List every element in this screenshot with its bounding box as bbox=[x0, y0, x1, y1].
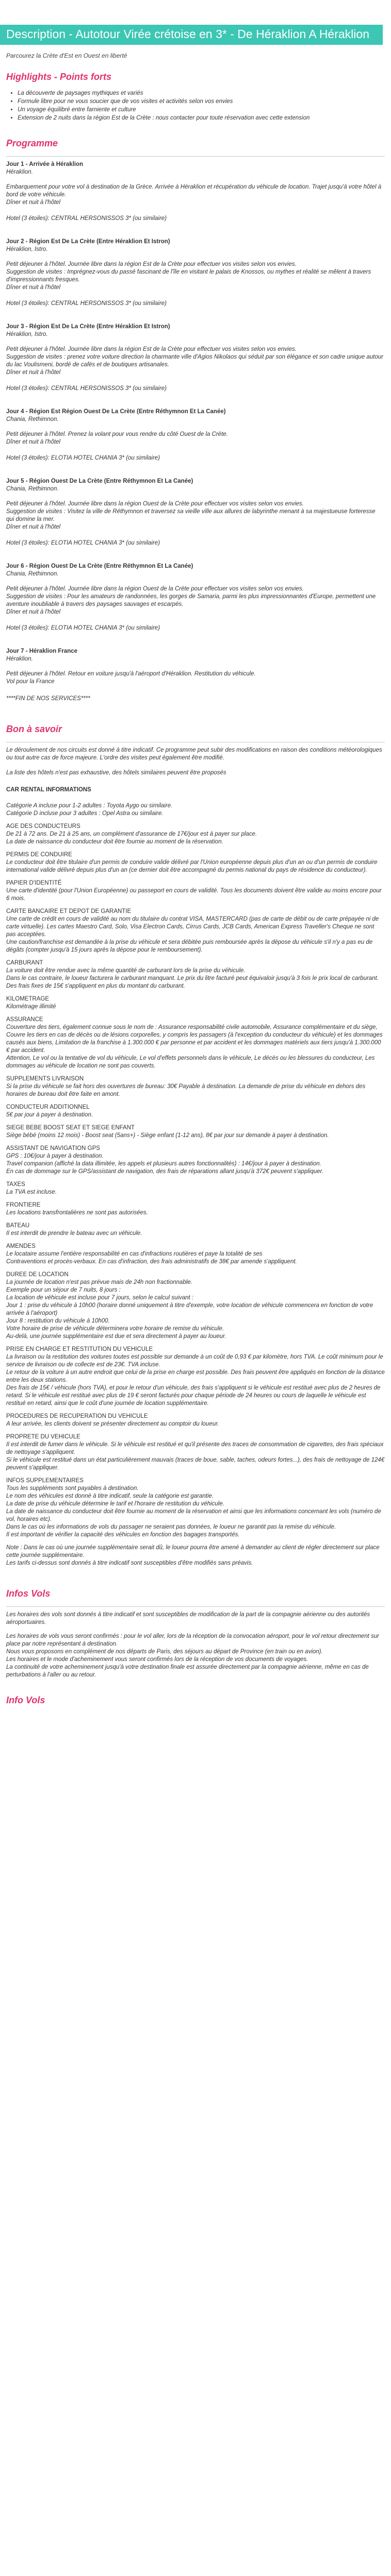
info-block bbox=[6, 1201, 385, 1217]
bon-a-savoir-heading: Bon à savoir bbox=[6, 724, 62, 734]
info-block-heading: SIEGE BEBE BOOST SEAT ET SIEGE ENFANT bbox=[6, 1125, 135, 1131]
programme-day bbox=[6, 161, 385, 207]
day-hotel: Hotel (3 étoiles): ELOTIA HOTEL CHANIA 3* (ou similaire) bbox=[6, 455, 160, 461]
info-block-body: Si la prise du véhicule se fait hors des ouvertures de bureau: 30€ Payable à destination. La demande de prise du véhicule en dehors des horaires de bureau doit être faite en amont. bbox=[6, 1083, 366, 1097]
day-title: Jour 2 - Région Est De La Crète (Entre Héraklion Et Istron) bbox=[6, 239, 170, 245]
programme-day bbox=[6, 408, 385, 446]
info-block-heading: FRONTIERE bbox=[6, 1202, 41, 1208]
infos-vols-content bbox=[6, 1611, 385, 1679]
info-block bbox=[6, 879, 385, 903]
programme-heading: Programme bbox=[6, 138, 58, 148]
day-title: Jour 4 - Région Est Région Ouest De La Crète (Entre Réthymnon Et La Canée) bbox=[6, 409, 226, 415]
info-block-heading: BATEAU bbox=[6, 1223, 30, 1229]
day-hotel: Hotel (3 étoiles): CENTRAL HERSONISSOS 3* (ou similaire) bbox=[6, 215, 167, 222]
day-hotel: Hotel (3 étoiles): ELOTIA HOTEL CHANIA 3* (ou similaire) bbox=[6, 540, 160, 546]
info-block-body: Couverture des tiers, également connue sous le nom de : Assurance responsabilité civile automobile, Assurance complémentaire et du siège, Couvre les tiers en cas de décès ou de lésions corporelles, y compris les passagers (à l'exception du conducteur du véhicule) et les dommages causés aux biens, Limitation de la franchise à 1.300.000 € par personne et par accident et les dommages matériels aux tiers jusqu'à 1.300.000 € par accident. Attention, Le vol ou la tentative de vol du véhicule, Le vol d'effets personnels dans le véhicule, Le décès ou les blessures du conducteur, Les dommages au véhicule de location ne sont pas couverts. bbox=[6, 1024, 383, 1069]
info-block bbox=[6, 1222, 385, 1238]
info-block-body: Note : Dans le cas où une journée supplémentaire serait dû, le loueur pourra être amené à demander au client de régler directement sur place cette journée supplémentaire. Les tarifs ci-dessus sont donnés à titre indicatif sont susceptibles d'être modifiés sans préavis. bbox=[6, 1545, 380, 1566]
highlights-list bbox=[18, 90, 391, 122]
day-description: Petit déjeuner à l'hôtel. Retour en voiture jusqu'à l'aéroport d'Héraklion. Restitution du véhicule. Vol pour la France bbox=[6, 671, 256, 685]
info-block-body: La voiture doit être rendue avec la même quantité de carburant lors de la prise du véhicule. Dans le cas contraire, le loueur facturera le carburant manquant. Le prix du litre facturé peut équivaloir jusqu'à 3 fois le prix local de carburant. Des frais fixes de 15€ s'appliquent en plus du montant du carburant. bbox=[6, 968, 379, 989]
info-block bbox=[6, 1346, 385, 1408]
info-block-body: Les locations transfrontalières ne sont pas autorisées. bbox=[6, 1210, 148, 1216]
divider bbox=[6, 1606, 385, 1607]
info-block-body: A leur arrivée, les clients doivent se présenter directement au comptoir du loueur. bbox=[6, 1421, 219, 1427]
info-block-heading: PRISE EN CHARGE ET RESTITUTION DU VEHICULE bbox=[6, 1346, 153, 1352]
info-block-body: Siège bébé (moins 12 mois) - Boost seat (5ans+) - Siège enfant (1-12 ans), 8€ par jour sur demande à payer à destination. bbox=[6, 1132, 329, 1139]
info-block bbox=[6, 1075, 385, 1098]
page bbox=[0, 25, 391, 1706]
day-title: Jour 6 - Région Ouest De La Crète (Entre Réthymnon Et La Canée) bbox=[6, 563, 193, 569]
info-block-body: 5€ par jour à payer à destination. bbox=[6, 1112, 93, 1118]
info-block-body: Une carte d'identité (pour l'Union Européenne) ou passeport en cours de validité. Tous les documents doivent être valide au moins encore pour 6 mois. bbox=[6, 888, 382, 902]
info-block-heading: PROCEDURES DE RECUPERATION DU VEHICULE bbox=[6, 1413, 148, 1419]
day-title: Jour 3 - Région Est De La Crète (Entre Héraklion Et Istron) bbox=[6, 324, 170, 330]
info-vols-heading: Info Vols bbox=[6, 1695, 45, 1705]
day-description: Petit déjeuner à l'hôtel. Prenez la volant pour vous rendre du côté Ouest de la Crète. Dîner et nuit à l'hôtel bbox=[6, 431, 228, 445]
day-description: Petit déjeuner à l'hôtel. Journée libre dans la région Ouest de la Crète pour effectuer vos visites selon vos envies. Suggestion de visites : Visitez la ville de Réthymnon et traversez sa vieille ville aux allures de labyrinthe menant à sa majestueuse forteresse qui domine la mer. Dîner et nuit à l'hôtel bbox=[6, 501, 376, 530]
info-block-heading: ASSURANCE bbox=[6, 1016, 43, 1023]
info-block bbox=[6, 1016, 385, 1070]
info-block bbox=[6, 851, 385, 874]
page-title: Description - Autotour Virée crétoise en 3* - De Héraklion A Héraklion bbox=[0, 25, 383, 45]
info-block-body: GPS : 10€/jour à payer à destination. Travel companion (affiché la data illimitée, les appels et plusieurs autres fonctionnalités) : 14€/jour à payer à destination. En cas de dommage sur le GPS/assistant de navigation, des frais de réparations allant jusqu'à 372€ peuvent s'appliquer. bbox=[6, 1153, 324, 1175]
day-location: Héraklion, Istro. bbox=[6, 331, 48, 337]
highlights-heading: Highlights - Points forts bbox=[6, 72, 111, 82]
day-location: Chania, Rethimnon. bbox=[6, 416, 59, 422]
info-block-heading: AGE DES CONDUCTEURS bbox=[6, 823, 80, 829]
info-block-body: Une carte de crédit en cours de validité au nom du titulaire du contrat VISA, MASTERCARD (pas de carte de débit ou de carte prépayée ni de carte virtuelle). Les cartes Maestro Card, Solo, Visa Electron Cards, Cirrus Cards, JCB Cards, American Express Traveller's Cheque ne sont pas acceptées. Une caution/franchise est demandée à la prise du véhicule et sera débitée puis remboursée après la dépose du véhicule s'il n'y a pas eu de dégâts (compter jusqu'à 15 jours après la dépose pour le remboursement). bbox=[6, 916, 379, 953]
info-block bbox=[6, 1413, 385, 1428]
info-block-body: Le locataire assume l'entière responsabilité en cas d'infractions routières et paye la totalité de ses Contraventions et procès-verbaux. En cas d'infraction, des frais administratifs de 38€ par amende s'appliquent. bbox=[6, 1251, 297, 1265]
page-subtitle: Parcourez la Crète d'Est en Ouest en liberté bbox=[6, 52, 127, 59]
info-block-heading: PROPRETE DU VEHICULE bbox=[6, 1434, 80, 1440]
programme-day bbox=[6, 648, 385, 686]
info-block-heading: CONDUCTEUR ADDITIONNEL bbox=[6, 1104, 90, 1110]
intro-paragraph: La liste des hôtels n'est pas exhaustive, des hôtels similaires peuvent être proposés bbox=[6, 770, 226, 776]
infos-vols-heading: Infos Vols bbox=[6, 1588, 51, 1599]
day-description: Petit déjeuner à l'hôtel. Journée libre dans la région Ouest de la Crète pour effectuer vos visites selon vos envies. Suggestion de visites : Pour les amateurs de randonnées, les gorges de Samaria, parmi les plus impressionnantes d'Europe, permettent une aventure inoubliable à travers des paysages sauvages et escarpés. Dîner et nuit à l'hôtel bbox=[6, 586, 376, 615]
bon-a-savoir-content bbox=[6, 747, 385, 1567]
info-block bbox=[6, 823, 385, 846]
info-block-body: De 21 à 72 ans. De 21 à 25 ans, un complément d'assurance de 17€/jour est à payer sur place. La date de naissance du conducteur doit être fournie au moment de la réservation. bbox=[6, 831, 257, 845]
day-title: Jour 1 - Arrivée à Héraklion bbox=[6, 161, 84, 167]
day-location: Chania, Rethimnon. bbox=[6, 571, 59, 577]
infos-vols-paragraph: Les horaires des vols sont donnés à titre indicatif et sont susceptibles de modification de la part de la compagnie aérienne ou des autorités aéroportuaires. bbox=[6, 1612, 370, 1625]
info-block bbox=[6, 1181, 385, 1196]
list-item: • La découverte de paysages mythiques et variés bbox=[18, 90, 391, 97]
info-block bbox=[6, 1433, 385, 1472]
info-block-heading: CARTE BANCAIRE ET DEPOT DE GARANTIE bbox=[6, 908, 132, 914]
info-block-heading: PERMIS DE CONDUIRE bbox=[6, 852, 72, 858]
info-block-body: La livraison ou la restitution des voitures toutes est possible sur demande à un coût de 0,93 € par kilomètre, hors TVA. Le coût minimum pour le service de livraison ou de collecte est de 23€. TVA incluse. Le retour de la voiture à un autre endroit que celui de la prise en charge est possible. Des frais peuvent être appliqués en fonction de la distance entre les deux stations. Des frais de 15€ / véhicule (hors TVA), et pour le retour d'un véhicule, des frais s'appliquent si le véhicule est restitué avec plus de 2 heures de retard. Si le véhicule est restitué avec plus de 19 € seront facturés pour chaque période de 24 heures ou cours de laquelle le véhicule est restitué en retard, ainsi que le coût d'une journée de location supplémentaire. bbox=[6, 1354, 385, 1406]
day-description: Petit déjeuner à l'hôtel. Journée libre dans la région Est de la Crète pour effectuer vos visites selon vos envies. Suggestion de visites : prenez votre voiture direction la charmante ville d'Agios Nikolaos qui séduit par son élégance et son cadre unique autour du lac Voulismeni, bordé de cafés et de boutiques artisanales. Dîner et nuit à l'hôtel bbox=[6, 346, 383, 376]
info-block-heading: TAXES bbox=[6, 1181, 25, 1188]
info-block-body: Catégorie A incluse pour 1-2 adultes : Toyota Aygo ou similaire. Catégorie D incluse pour 3 adultes : Opel Astra ou similaire. bbox=[6, 803, 173, 817]
info-block-body: Il est interdit de fumer dans le véhicule. Si le véhicule est restitué et qu'il présente des traces de consommation de cigarettes, des frais spéciaux de nettoyage s'appliquent. Si le véhicule est restitué dans un état particulièrement mauvais (traces de boue, sable, taches, odeurs fortes...), des frais de nettoyage de 124€ peuvent s'appliquer. bbox=[6, 1442, 385, 1471]
day-title: Jour 7 - Héraklion France bbox=[6, 648, 78, 654]
info-block bbox=[6, 1145, 385, 1176]
info-block-body: La TVA est incluse. bbox=[6, 1189, 57, 1195]
list-item: • Extension de 2 nuits dans la région Est de la Crète : nous contacter pour toute réservation avec cette extension bbox=[18, 114, 391, 122]
info-block-body: Kilométrage illimité bbox=[6, 1004, 56, 1010]
info-block-heading: ASSISTANT DE NAVIGATION GPS bbox=[6, 1145, 100, 1151]
info-block bbox=[6, 802, 385, 818]
info-block-heading: DUREE DE LOCATION bbox=[6, 1272, 69, 1278]
info-block bbox=[6, 1124, 385, 1140]
info-block bbox=[6, 1477, 385, 1539]
info-block bbox=[6, 959, 385, 990]
list-item: • Un voyage équilibré entre farniente et culture bbox=[18, 106, 391, 114]
info-block-heading: AMENDES bbox=[6, 1243, 36, 1249]
car-rental-blocks bbox=[6, 802, 385, 1567]
infos-vols-paragraph: Les horaires de vols vous seront confirmés : pour le vol aller, lors de la réception de la convocation aéroport, pour le vol retour directement sur place par notre représentant à destination. Nous vous proposons en complément de nos départs de Paris, des séjours au départ de Province (en train ou en avion). Les horaires et le mode d'acheminement vous seront confirmés lors de la réception de vos documents de voyages. La continuité de votre acheminement jusqu'à votre destination finale est assurée directement par la compagnie aérienne, même en cas de perturbations à l'aller ou au retour. bbox=[6, 1633, 379, 1678]
car-rental-title: CAR RENTAL INFORMATIONS bbox=[6, 787, 91, 793]
info-block-body: La journée de location n'est pas prévue mais de 24h non fractionnable. Exemple pour un séjour de 7 nuits, 8 jours : La location de véhicule est incluse pour 7 jours, selon le calcul suivant : Jour 1 : prise du véhicule à 10h00 (horaire donné uniquement à titre d'exemple, votre location de véhicule commencera en fonction de votre arrivée à l'aéroport) Jour 8 : restitution du véhicule à 10h00. Votre horaire de prise de véhicule déterminera votre horaire de remise du véhicule. Au-delà, une journée supplémentaire est due et sera directement à payer au loueur. bbox=[6, 1279, 373, 1340]
info-block-heading: INFOS SUPPLEMENTAIRES bbox=[6, 1478, 84, 1484]
info-block-heading: CARBURANT bbox=[6, 960, 43, 966]
programme-day bbox=[6, 478, 385, 531]
info-block-body: Il est interdit de prendre le bateau avec un véhicule. bbox=[6, 1230, 142, 1236]
info-block-heading: PAPIER D'IDENTITÉ bbox=[6, 880, 62, 886]
info-block bbox=[6, 995, 385, 1011]
info-block bbox=[6, 1271, 385, 1341]
day-title: Jour 5 - Région Ouest De La Crète (Entre Réthymnon Et La Canée) bbox=[6, 478, 193, 484]
programme-day bbox=[6, 238, 385, 292]
day-location: Chania, Rethimnon. bbox=[6, 486, 59, 492]
programme-day bbox=[6, 563, 385, 616]
list-item: • Formule libre pour ne vous soucier que de vos visites et activités selon vos envies bbox=[18, 98, 391, 106]
day-description: Embarquement pour votre vol à destination de la Grèce. Arrivée à Héraklion et récupération du véhicule de location. Trajet jusqu'à votre hôtel à bord de votre véhicule. Dîner et nuit à l'hôtel bbox=[6, 184, 382, 206]
divider bbox=[6, 156, 385, 157]
day-hotel: Hotel (3 étoiles): CENTRAL HERSONISSOS 3* (ou similaire) bbox=[6, 300, 167, 307]
day-description: Petit déjeuner à l'hôtel. Journée libre dans la région Est de la Crète pour effectuer vos visites selon vos envies. Suggestion de visites : Imprégnez-vous du passé fascinant de l'île en visitant le palais de Knossos, ou mythes et réalité se mêlent à travers d'impressionnants fresques. Dîner et nuit à l'hôtel bbox=[6, 261, 371, 291]
info-block bbox=[6, 1243, 385, 1266]
info-block bbox=[6, 1544, 385, 1567]
info-block-heading: SUPPLEMENTS LIVRAISON bbox=[6, 1076, 84, 1082]
day-hotel: Hotel (3 étoiles): ELOTIA HOTEL CHANIA 3* (ou similaire) bbox=[6, 625, 160, 631]
day-hotel: Hotel (3 étoiles): CENTRAL HERSONISSOS 3* (ou similaire) bbox=[6, 385, 167, 392]
programme-days bbox=[0, 161, 391, 686]
info-block-heading: KILOMETRAGE bbox=[6, 996, 50, 1002]
info-block bbox=[6, 1104, 385, 1119]
intro-paragraph: Le déroulement de nos circuits est donné à titre indicatif. Ce programme peut subir des modifications en raison des conditions météorologiques ou tout autre cas de force majeure. L'ordre des visites peut également être modifié. bbox=[6, 747, 382, 761]
day-location: Héraklion. bbox=[6, 169, 33, 175]
info-block-body: Tous les suppléments sont payables à destination. Le nom des véhicules est donné à titre indicatif, seule la catégorie est garantie. La date de prise du véhicule détermine le tarif et l'horaire de restitution du véhicule. La date de naissance du conducteur doit être fournie au moment de la réservation et ainsi que les informations concernant les vols (numéro de vol, horaires etc). Dans le cas où les informations de vols du passager ne seraient pas données, le loueur ne garantit pas la remise du véhicule. Il est important de vérifier la capacité des véhicules en fonction des bagages transportés. bbox=[6, 1485, 381, 1538]
fin-services: ****FIN DE NOS SERVICES**** bbox=[6, 696, 90, 702]
info-block-body: Le conducteur doit être titulaire d'un permis de conduire valide délivré par l'Union européenne depuis plus d'un an ou d'un permis de conduire international valide délivré depuis plus d'un an (ce dernier doit être accompagné du permis national du pays de résidence du conducteur). bbox=[6, 859, 378, 873]
day-location: Héraklion. bbox=[6, 656, 33, 662]
info-block bbox=[6, 908, 385, 954]
day-location: Héraklion, Istro. bbox=[6, 246, 48, 252]
programme-day bbox=[6, 323, 385, 377]
